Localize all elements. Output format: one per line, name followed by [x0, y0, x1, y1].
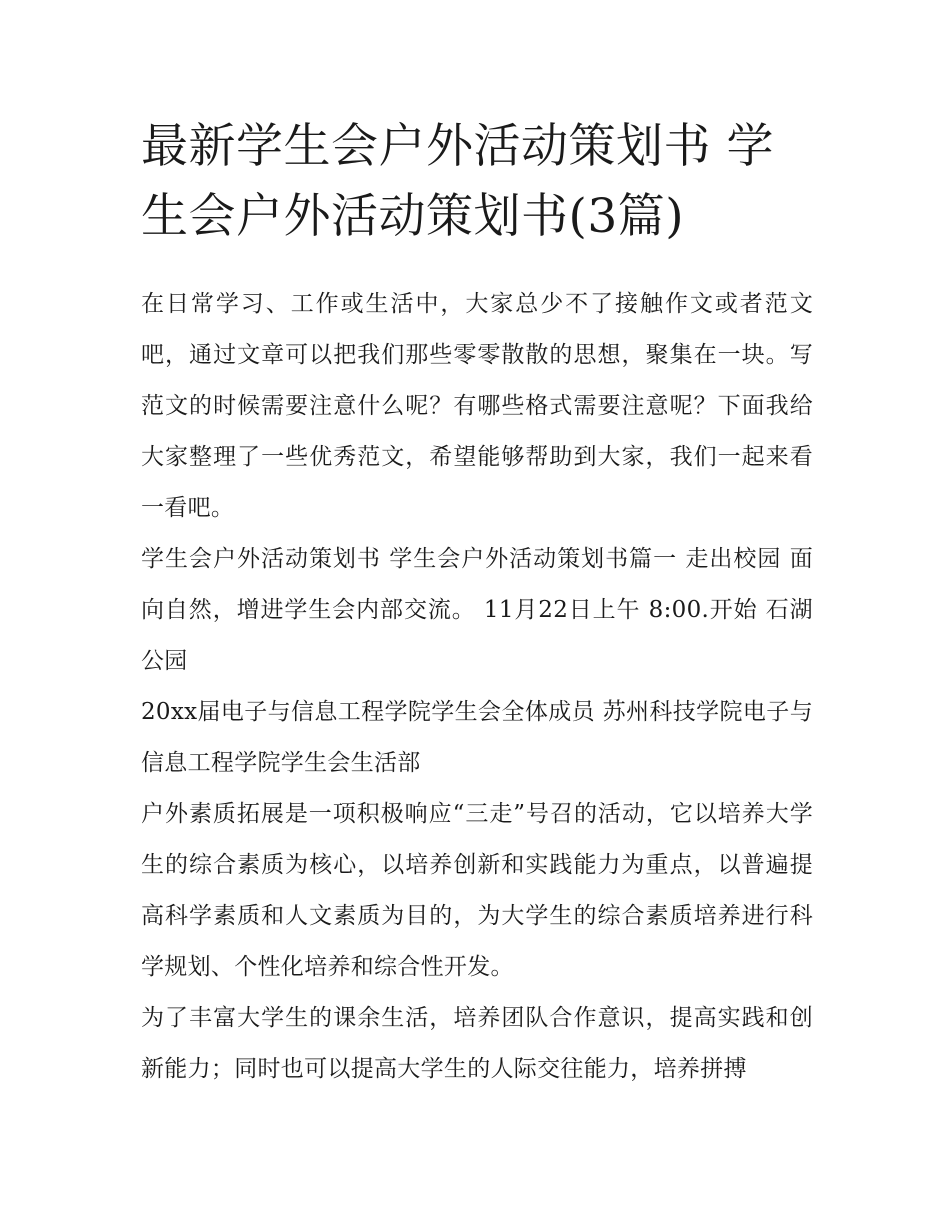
- paragraph-background: 户外素质拓展是一项积极响应“三走”号召的活动，它以培养大学生的综合素质为核心，以培养创新和实践能力为重点，以普遍提高科学素质和人文素质为目的，为大学生的综合素质培养进行科学规划、个性化培养和综合性开发。: [141, 801, 813, 980]
- paragraph-participants: 20xx届电子与信息工程学院学生会全体成员 苏州科技学院电子与信息工程学院学生会生活部: [141, 699, 813, 776]
- paragraph-activity-theme: 学生会户外活动策划书 学生会户外活动策划书篇一 走出校园 面向自然，增进学生会内部交流。 11月22日上午 8:00.开始 石湖公园: [141, 546, 813, 674]
- document-page: [141, 112, 813, 1095]
- paragraph-intro: 在日常学习、工作或生活中，大家总少不了接触作文或者范文吧，通过文章可以把我们那些零零散散的思想，聚集在一块。写范文的时候需要注意什么呢？有哪些格式需要注意呢？下面我给大家整理了一些优秀范文，希望能够帮助到大家，我们一起来看一看吧。: [141, 291, 813, 521]
- document-title: 最新学生会户外活动策划书 学生会户外活动策划书(3篇): [141, 119, 774, 244]
- paragraph-purpose: 为了丰富大学生的课余生活，培养团队合作意识，提高实践和创新能力；同时也可以提高大学生的人际交往能力，培养拼搏: [141, 1005, 813, 1082]
